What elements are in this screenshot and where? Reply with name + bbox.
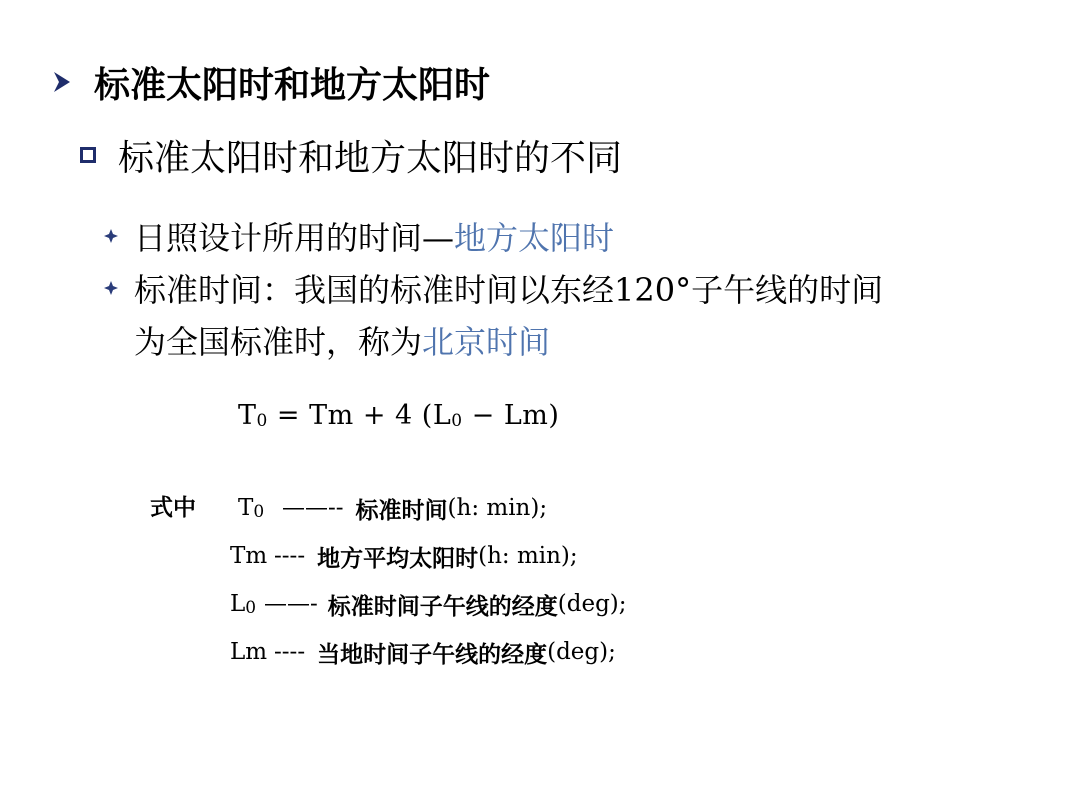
point-highlight: 地方太阳时	[454, 219, 615, 257]
def-unit: (h: min);	[478, 543, 578, 569]
def-desc: 标准时间	[355, 497, 448, 524]
formula-lhs-sub: 0	[256, 411, 268, 431]
formula-l-sub: 0	[451, 411, 463, 431]
def-desc: 当地时间子午线的经度	[317, 641, 548, 668]
def-symbol-sub: 0	[245, 597, 257, 618]
definitions-intro: 式中	[150, 495, 196, 521]
definition-row	[230, 540, 578, 572]
square-bullet-icon	[80, 147, 96, 163]
def-symbol-sub: 0	[253, 501, 265, 522]
diamond-bullet-icon	[104, 281, 118, 295]
point-text-line2: 为全国标准时，称为	[134, 323, 423, 361]
def-dash: ——--	[282, 495, 344, 521]
def-symbol: L	[230, 590, 246, 617]
def-desc: 标准时间子午线的经度	[327, 593, 558, 620]
point-standard-time-cont	[134, 318, 550, 362]
subheading-title: 标准太阳时和地方太阳时的不同	[118, 137, 623, 179]
definition-row	[230, 636, 616, 668]
point-highlight: 北京时间	[422, 323, 551, 361]
diamond-bullet-icon	[104, 229, 118, 243]
def-symbol: Lm	[230, 639, 268, 665]
definition-row	[230, 588, 627, 620]
point-design-time	[104, 214, 614, 258]
point-text: 日照设计所用的时间—	[134, 219, 455, 257]
formula-tail: − Lm)	[462, 400, 560, 431]
formula	[238, 400, 559, 431]
def-desc: 地方平均太阳时	[317, 545, 479, 572]
def-unit: (deg);	[547, 639, 616, 665]
def-unit: (h: min);	[447, 495, 548, 521]
heading-title: 标准太阳时和地方太阳时	[94, 64, 491, 106]
definition-row	[238, 492, 547, 524]
point-text-line1: 标准时间：我国的标准时间以东经120°子午线的时间	[134, 271, 884, 309]
arrow-bullet-icon	[52, 70, 72, 94]
point-standard-time	[104, 266, 883, 310]
def-symbol: Tm	[230, 543, 268, 569]
formula-lhs: T	[238, 400, 257, 431]
def-dash: ——-	[264, 591, 318, 617]
heading	[52, 58, 490, 106]
formula-eq: = Tm + 4 (L	[267, 400, 452, 431]
def-dash: ----	[274, 639, 306, 665]
def-symbol: T	[238, 494, 254, 521]
def-dash: ----	[274, 543, 306, 569]
def-unit: (deg);	[557, 591, 627, 617]
subheading	[80, 132, 622, 178]
